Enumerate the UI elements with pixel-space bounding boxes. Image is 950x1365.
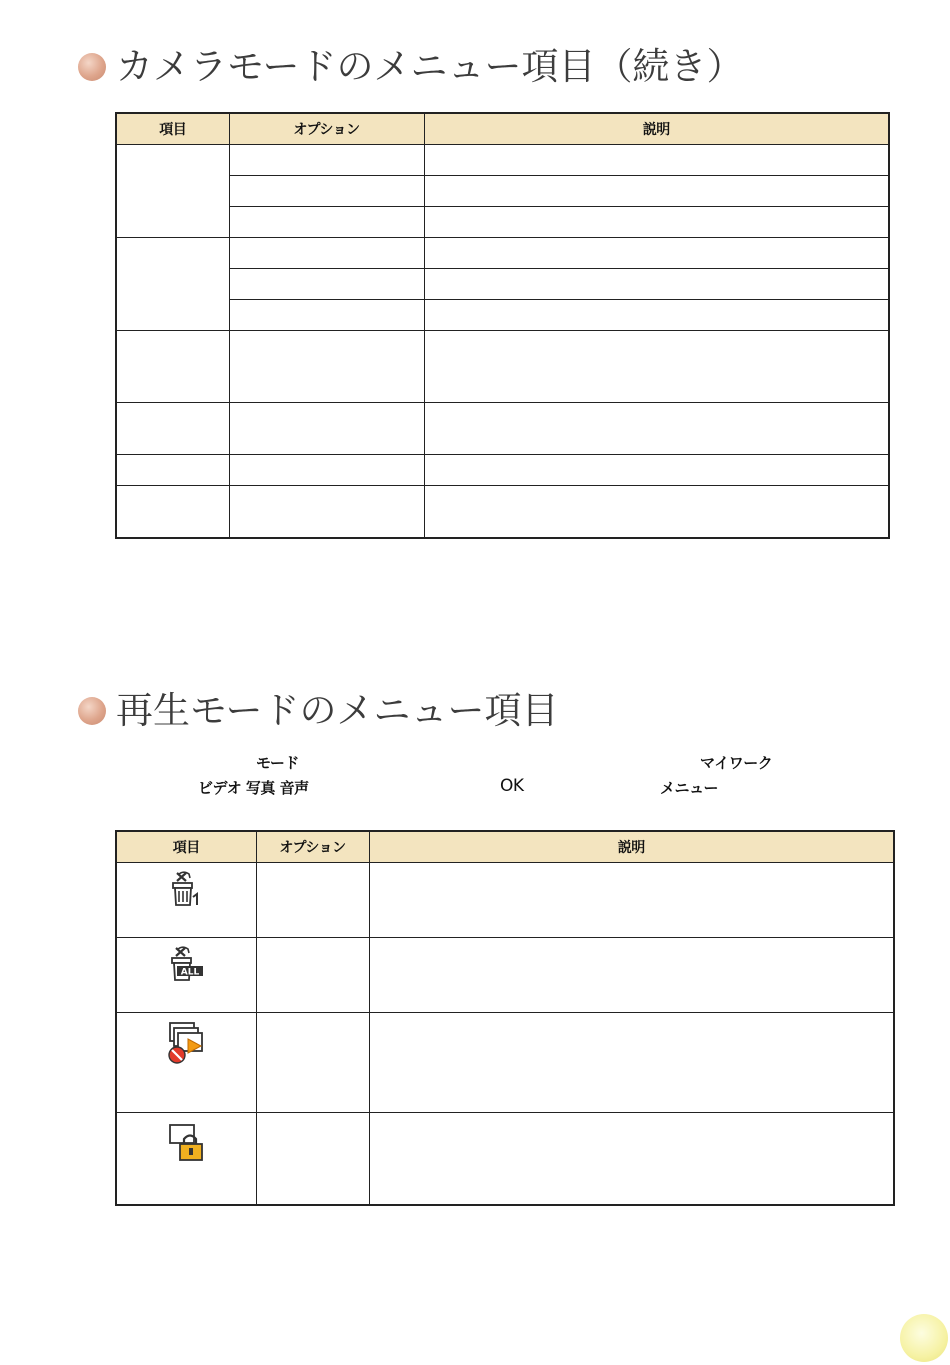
table-row <box>116 145 889 176</box>
table-row <box>116 176 889 207</box>
section-heading-camera-menu <box>78 45 744 88</box>
description-cell <box>369 863 894 938</box>
section-title: カメラモードのメニュー項目（続き） <box>116 45 744 88</box>
intro-video-photo-audio: ビデオ 写真 音声 <box>198 779 309 797</box>
description-cell <box>424 176 889 207</box>
table-row <box>116 300 889 331</box>
option-cell <box>229 145 424 176</box>
protect-lock-icon <box>164 1119 208 1167</box>
description-cell <box>424 455 889 486</box>
option-cell <box>229 207 424 238</box>
header-description: 説明 <box>424 113 889 145</box>
description-cell <box>369 1013 894 1113</box>
description-cell <box>424 331 889 403</box>
option-cell <box>229 300 424 331</box>
option-cell <box>256 863 369 938</box>
option-cell <box>229 331 424 403</box>
item-cell <box>116 938 256 1013</box>
description-cell <box>424 300 889 331</box>
option-cell <box>229 486 424 538</box>
option-cell <box>229 176 424 207</box>
camera-menu-table <box>115 112 890 539</box>
option-cell <box>229 455 424 486</box>
description-cell <box>424 403 889 455</box>
item-cell <box>116 238 229 331</box>
description-cell <box>369 938 894 1013</box>
intro-menu: メニュー <box>660 779 719 797</box>
table-row <box>116 403 889 455</box>
header-item: 項目 <box>116 831 256 863</box>
header-option: オプション <box>256 831 369 863</box>
option-cell <box>256 1013 369 1113</box>
table-row <box>116 269 889 300</box>
item-cell <box>116 1113 256 1205</box>
option-cell <box>229 403 424 455</box>
table-row <box>116 938 894 1013</box>
item-cell <box>116 403 229 455</box>
option-cell <box>256 1113 369 1205</box>
item-cell <box>116 486 229 538</box>
description-cell <box>424 207 889 238</box>
intro-mode: モード <box>256 754 299 772</box>
header-option: オプション <box>229 113 424 145</box>
table-row <box>116 1013 894 1113</box>
table-row <box>116 486 889 538</box>
item-cell <box>116 331 229 403</box>
heading-bullet-icon <box>78 697 106 725</box>
section-heading-playback-menu <box>78 689 559 732</box>
delete-all-icon <box>165 944 207 988</box>
table-row <box>116 1113 894 1205</box>
header-description: 説明 <box>369 831 894 863</box>
playback-menu-table <box>115 830 895 1206</box>
item-cell <box>116 863 256 938</box>
description-cell <box>424 145 889 176</box>
table-row <box>116 863 894 938</box>
description-cell <box>424 269 889 300</box>
table-header-row <box>116 113 889 145</box>
page-number-badge <box>900 1314 948 1362</box>
section-title: 再生モードのメニュー項目 <box>116 689 559 732</box>
description-cell <box>369 1113 894 1205</box>
item-cell <box>116 1013 256 1113</box>
intro-mywork: マイワーク <box>700 754 773 772</box>
item-cell <box>116 455 229 486</box>
slideshow-icon <box>164 1019 208 1067</box>
description-cell <box>424 486 889 538</box>
table-row <box>116 207 889 238</box>
option-cell <box>229 269 424 300</box>
heading-bullet-icon <box>78 53 106 81</box>
delete-one-icon <box>166 869 206 913</box>
table-header-row <box>116 831 894 863</box>
intro-ok: OK <box>500 776 524 796</box>
option-cell <box>256 938 369 1013</box>
table-row <box>116 331 889 403</box>
description-cell <box>424 238 889 269</box>
table-row <box>116 455 889 486</box>
svg-text:ALL: ALL <box>181 967 200 978</box>
header-item: 項目 <box>116 113 229 145</box>
item-cell <box>116 145 229 238</box>
table-row <box>116 238 889 269</box>
option-cell <box>229 238 424 269</box>
